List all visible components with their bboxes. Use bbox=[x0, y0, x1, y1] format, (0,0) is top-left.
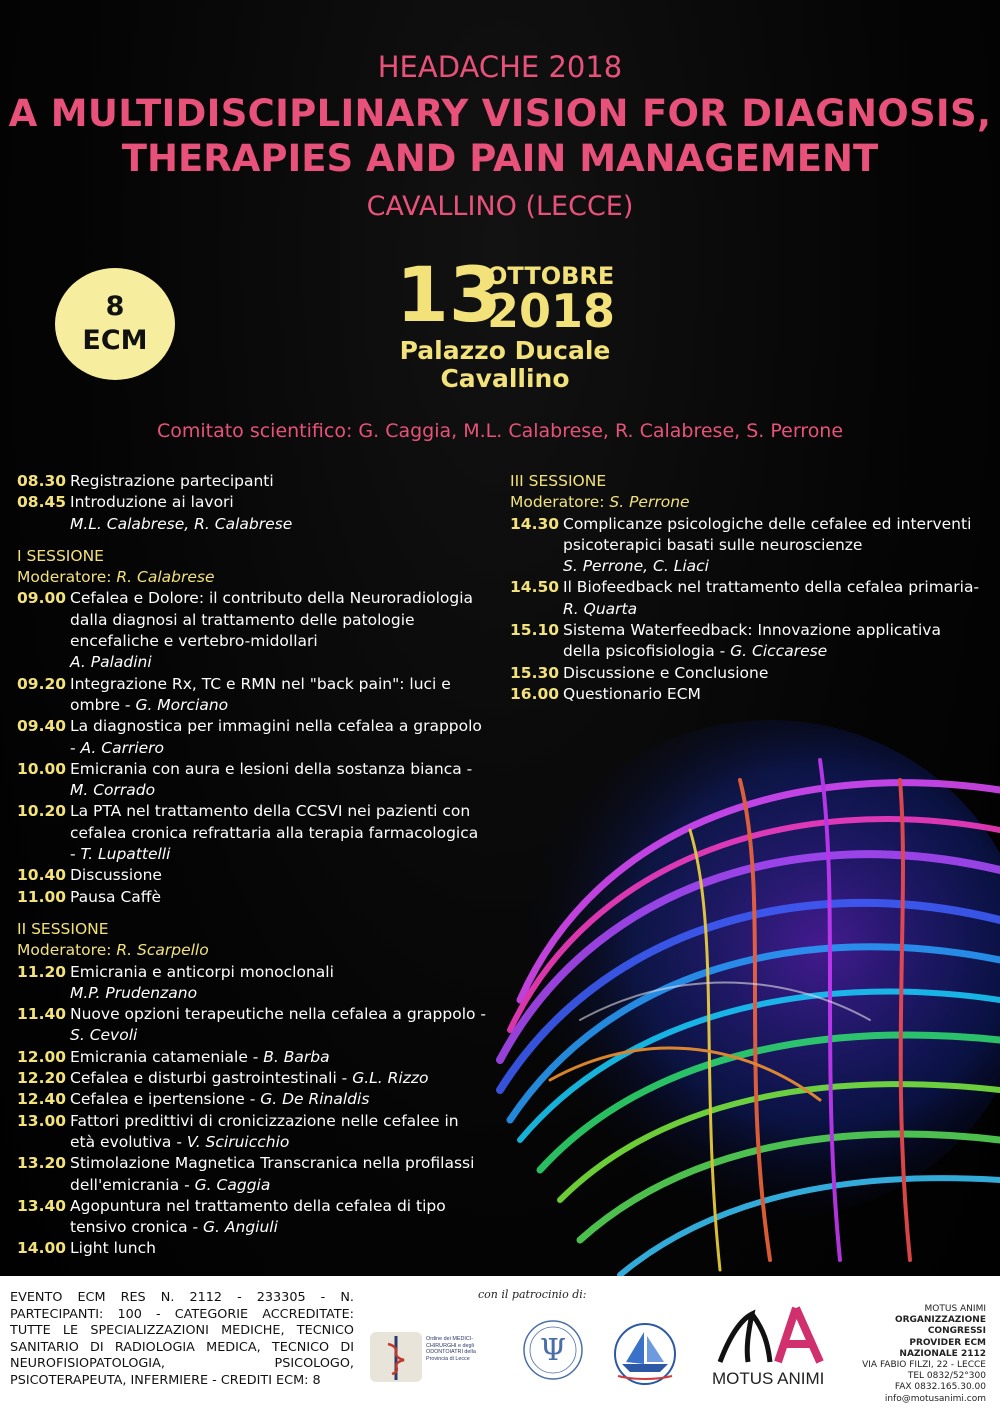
item-time: 13.00 bbox=[17, 1111, 67, 1130]
agenda-item bbox=[17, 1068, 487, 1089]
agenda-item bbox=[17, 1047, 487, 1068]
venue-line-1: Palazzo Ducale bbox=[399, 336, 611, 365]
session-3-title: III SESSIONE bbox=[510, 472, 607, 490]
agenda-item bbox=[17, 887, 487, 908]
item-title: Registrazione partecipanti bbox=[70, 472, 274, 490]
svg-text:Ψ: Ψ bbox=[539, 1333, 567, 1368]
item-title: Emicrania e anticorpi monoclonali M.P. Prudenzano bbox=[70, 962, 334, 1002]
item-title: Questionario ECM bbox=[563, 684, 701, 703]
title-line-1: A MULTIDISCIPLINARY VISION FOR DIAGNOSIS, bbox=[8, 92, 992, 135]
item-title: Il Biofeedback nel trattamento della cefalea primaria- R. Quarta bbox=[563, 578, 980, 618]
item-time: 12.40 bbox=[17, 1090, 67, 1109]
item-title: Nuove opzioni terapeutiche nella cefalea a grappolo -S. Cevoli bbox=[70, 1005, 487, 1045]
item-time: 08.30 bbox=[17, 472, 67, 490]
item-title: Introduzione ai lavori bbox=[70, 493, 234, 512]
motus-animi-logo-text: MOTUS ANIMI bbox=[712, 1369, 825, 1388]
item-time: 15.10 bbox=[510, 621, 560, 640]
ecm-label: ECM bbox=[82, 325, 148, 356]
item-title: Agopuntura nel trattamento della cefalea di tipo tensivo cronica - G. Angiuli bbox=[70, 1196, 446, 1237]
agenda-item bbox=[17, 492, 487, 513]
organizer-name: MOTUS ANIMI bbox=[924, 1304, 986, 1314]
agenda-item bbox=[17, 1004, 487, 1047]
agenda-item bbox=[17, 1111, 487, 1154]
agenda-item bbox=[17, 588, 487, 673]
agenda-item bbox=[510, 577, 980, 620]
item-time: 10.20 bbox=[17, 802, 67, 821]
item-title: Discussione e Conclusione bbox=[563, 663, 769, 682]
item-time: 12.20 bbox=[17, 1069, 67, 1088]
item-time: 16.00 bbox=[510, 684, 560, 703]
session-1-title: I SESSIONE bbox=[17, 546, 104, 565]
ecm-badge bbox=[55, 268, 175, 380]
item-title: Light lunch bbox=[70, 1239, 156, 1258]
agenda-item bbox=[17, 962, 487, 1005]
society-seal-logo bbox=[520, 1310, 586, 1392]
agenda-item bbox=[17, 1196, 487, 1239]
agenda-item bbox=[510, 663, 980, 684]
item-title: Sistema Waterfeedback: Innovazione applicativa della psicofisiologia - G. Ciccarese bbox=[563, 621, 941, 661]
item-speaker: M.L. Calabrese, R. Calabrese bbox=[70, 514, 293, 533]
item-title: Cefalea e ipertensione - G. De Rinaldis bbox=[70, 1090, 370, 1109]
motus-animi-logo bbox=[712, 1300, 857, 1390]
ship-association-logo bbox=[604, 1320, 686, 1388]
agenda-item bbox=[17, 759, 487, 802]
item-title: Cefalea e disturbi gastrointestinali - G.L. Rizzo bbox=[70, 1069, 429, 1088]
item-time: 09.40 bbox=[17, 717, 67, 736]
item-time: 11.00 bbox=[17, 887, 67, 906]
patronage-label: con il patrocinio di: bbox=[478, 1288, 587, 1301]
item-time: 14.00 bbox=[17, 1239, 67, 1258]
omceo-lecce-logo bbox=[370, 1322, 480, 1390]
date-day: 13 bbox=[396, 250, 502, 339]
item-time: 08.45 bbox=[17, 493, 67, 512]
agenda-item bbox=[17, 1153, 487, 1196]
accreditation-text: EVENTO ECM RES N. 2112 - 233305 - N. PARTECIPANTI: 100 - CATEGORIE ACCREDITATE: TUTTE LE SPECIALIZZAZIONI MEDICHE, TECNICO SANITARIO DI RADIOLOGIA MEDICA, TECNICO DI NEUROFISIOPATOLOGIA, PSICOLOGO, PSICOTERAPEUTA, INFERMIERE - CREDITI ECM: 8 bbox=[10, 1290, 354, 1388]
agenda-item bbox=[510, 684, 980, 705]
item-title: Complicanze psicologiche delle cefalee ed interventi psicoterapici basati sulle neuroscienze S. Perrone, C. Liaci bbox=[563, 514, 972, 576]
item-title: Cefalea e Dolore: il contributo della Neuroradiologia dalla diagnosi al trattamento delle patologie encefaliche e vertebro-midollari A. Paladini bbox=[70, 589, 474, 672]
location: CAVALLINO (LECCE) bbox=[366, 191, 634, 222]
agenda-item bbox=[510, 620, 980, 663]
item-time: 15.30 bbox=[510, 663, 560, 682]
venue-line-2: Cavallino bbox=[440, 364, 570, 393]
organizer-address: VIA FABIO FILZI, 22 - LECCE bbox=[862, 1360, 986, 1371]
agenda-item bbox=[17, 865, 487, 886]
item-title: Integrazione Rx, TC e RMN nel "back pain": luci e ombre - G. Morciano bbox=[70, 674, 451, 714]
item-time: 14.30 bbox=[510, 514, 560, 533]
agenda-item bbox=[17, 801, 487, 865]
organizer-role-1: ORGANIZZAZIONE CONGRESSI bbox=[894, 1315, 986, 1337]
event-name: HEADACHE 2018 bbox=[377, 50, 623, 84]
item-time: 13.20 bbox=[17, 1154, 67, 1173]
ecm-number: 8 bbox=[105, 291, 125, 322]
item-time: 14.50 bbox=[510, 578, 560, 597]
item-time: 11.40 bbox=[17, 1005, 67, 1024]
item-title: Fattori predittivi di cronicizzazione nelle cefalee in età evolutiva - V. Sciruicchio bbox=[70, 1111, 459, 1151]
omceo-logo-text: Ordine dei MEDICI-CHIRURGHI e degli ODONTOIATRI della Provincia di Lecce bbox=[426, 1336, 476, 1362]
item-title: Stimolazione Magnetica Transcranica nella profilassi dell'emicrania - G. Caggia bbox=[70, 1154, 475, 1194]
item-title: La PTA nel trattamento della CCSVI nei pazienti con cefalea cronica refrattaria alla terapia farmacologica - T. Lupattelli bbox=[70, 802, 479, 864]
item-title: Pausa Caffè bbox=[70, 887, 162, 906]
item-time: 10.00 bbox=[17, 759, 67, 778]
scientific-committee: Comitato scientifico: G. Caggia, M.L. Calabrese, R. Calabrese, S. Perrone bbox=[156, 420, 844, 442]
item-time: 13.40 bbox=[17, 1196, 67, 1215]
item-title: Emicrania catameniale - B. Barba bbox=[70, 1047, 330, 1066]
item-title: Discussione bbox=[70, 866, 162, 885]
session-2-moderator: Moderatore: R. Scarpello bbox=[17, 941, 209, 960]
item-time: 09.20 bbox=[17, 674, 67, 693]
schedule-left-column bbox=[17, 471, 487, 1260]
item-time: 12.00 bbox=[17, 1047, 67, 1066]
session-2-title: II SESSIONE bbox=[17, 919, 109, 938]
agenda-item bbox=[17, 1089, 487, 1110]
agenda-item bbox=[17, 471, 487, 492]
organizer-fax: FAX 0832.165.30.00 bbox=[894, 1382, 986, 1393]
organizer-tel: TEL 0832/52°300 bbox=[907, 1371, 986, 1382]
organizer-email[interactable]: info@motusanimi.com bbox=[884, 1393, 986, 1404]
title-line-2: THERAPIES AND PAIN MANAGEMENT bbox=[121, 137, 879, 180]
organizer-role-2: PROVIDER ECM NAZIONALE 2112 bbox=[899, 1337, 986, 1359]
date-month: OTTOBRE bbox=[487, 262, 615, 290]
item-title: La diagnostica per immagini nella cefalea a grappolo - A. Carriero bbox=[70, 717, 482, 757]
item-time: 11.20 bbox=[17, 962, 67, 981]
agenda-item bbox=[17, 674, 487, 717]
date-year: 2018 bbox=[487, 284, 616, 338]
brain-tractography-image bbox=[440, 700, 1000, 1280]
item-time: 10.40 bbox=[17, 866, 67, 885]
organizer-contacts bbox=[850, 1304, 986, 1405]
session-3-moderator: Moderatore: S. Perrone bbox=[510, 493, 690, 512]
item-time: 09.00 bbox=[17, 589, 67, 608]
agenda-item bbox=[510, 514, 980, 578]
agenda-item bbox=[17, 1238, 487, 1259]
agenda-item bbox=[17, 716, 487, 759]
item-title: Emicrania con aura e lesioni della sostanza bianca - M. Corrado bbox=[70, 759, 473, 800]
schedule-right-column bbox=[510, 471, 980, 705]
session-1-moderator: Moderatore: R. Calabrese bbox=[17, 568, 215, 587]
